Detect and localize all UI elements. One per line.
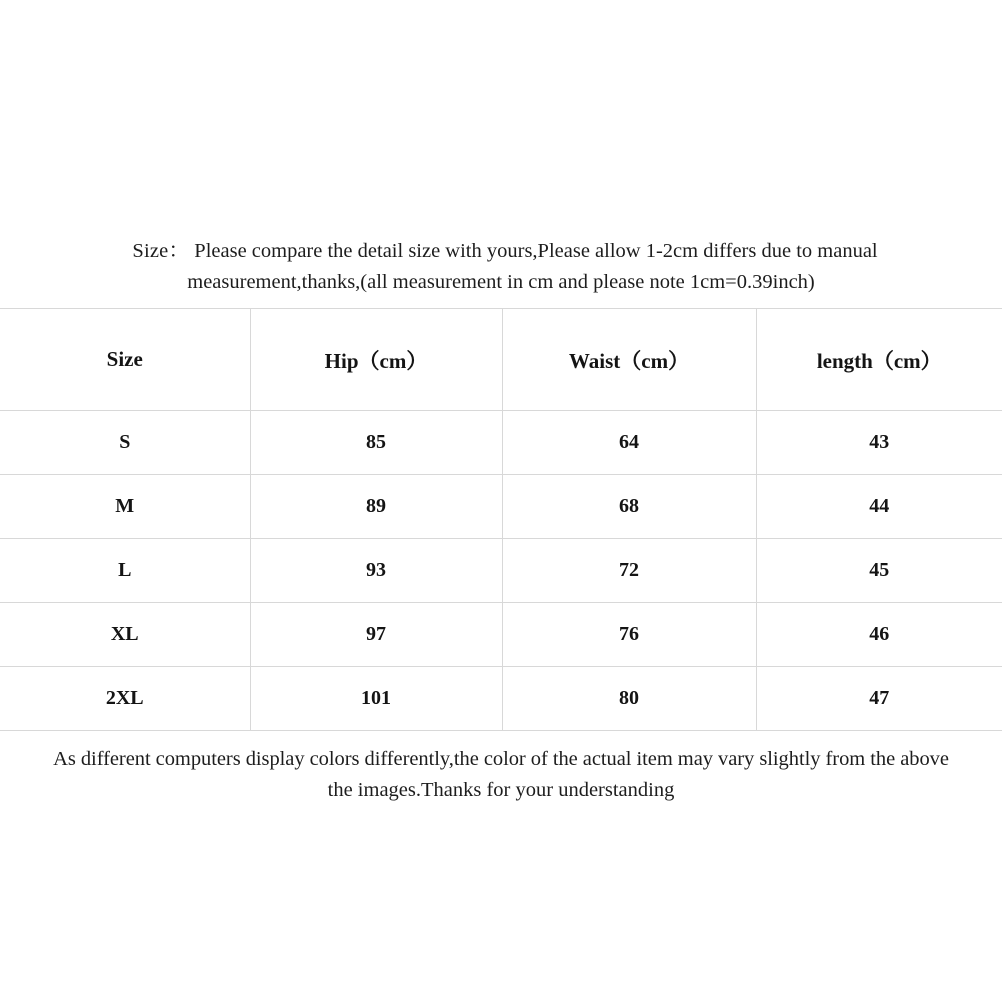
cell-waist: 80 <box>502 667 756 731</box>
cell-length: 44 <box>756 475 1002 539</box>
color-disclaimer-line-2: the images.Thanks for your understanding <box>327 779 675 802</box>
cell-length: 46 <box>756 603 1002 667</box>
size-instructions-line-1 <box>6 236 996 267</box>
color-disclaimer-line-1: As different computers display colors differently,the color of the actual item may vary slightly from the above <box>53 748 949 771</box>
cell-hip: 85 <box>250 411 502 475</box>
cell-waist: 64 <box>502 411 756 475</box>
cell-size: M <box>0 475 250 539</box>
size-instructions <box>0 222 1002 308</box>
size-instructions-text-1: Please compare the detail size with yours,Please allow 1-2cm differs due to manual <box>194 240 878 262</box>
color-disclaimer <box>0 731 1002 806</box>
table-row <box>0 603 1002 667</box>
column-header-hip: Hip（cm） <box>250 309 502 411</box>
cell-hip: 97 <box>250 603 502 667</box>
cell-size: XL <box>0 603 250 667</box>
size-label: Size： <box>132 240 190 262</box>
cell-hip: 101 <box>250 667 502 731</box>
cell-waist: 68 <box>502 475 756 539</box>
table-row <box>0 667 1002 731</box>
size-chart-content <box>0 222 1002 806</box>
table-row <box>0 539 1002 603</box>
cell-waist: 72 <box>502 539 756 603</box>
column-header-size: Size <box>0 309 250 411</box>
cell-length: 45 <box>756 539 1002 603</box>
cell-size: S <box>0 411 250 475</box>
table-header-row <box>0 309 1002 411</box>
cell-length: 47 <box>756 667 1002 731</box>
cell-waist: 76 <box>502 603 756 667</box>
size-instructions-line-2: measurement,thanks,(all measurement in cm and please note 1cm=0.39inch) <box>187 271 815 294</box>
table-row <box>0 475 1002 539</box>
cell-size: 2XL <box>0 667 250 731</box>
cell-hip: 93 <box>250 539 502 603</box>
table-row <box>0 411 1002 475</box>
cell-length: 43 <box>756 411 1002 475</box>
cell-size: L <box>0 539 250 603</box>
size-table <box>0 308 1002 731</box>
column-header-waist: Waist（cm） <box>502 309 756 411</box>
cell-hip: 89 <box>250 475 502 539</box>
column-header-length: length（cm） <box>756 309 1002 411</box>
